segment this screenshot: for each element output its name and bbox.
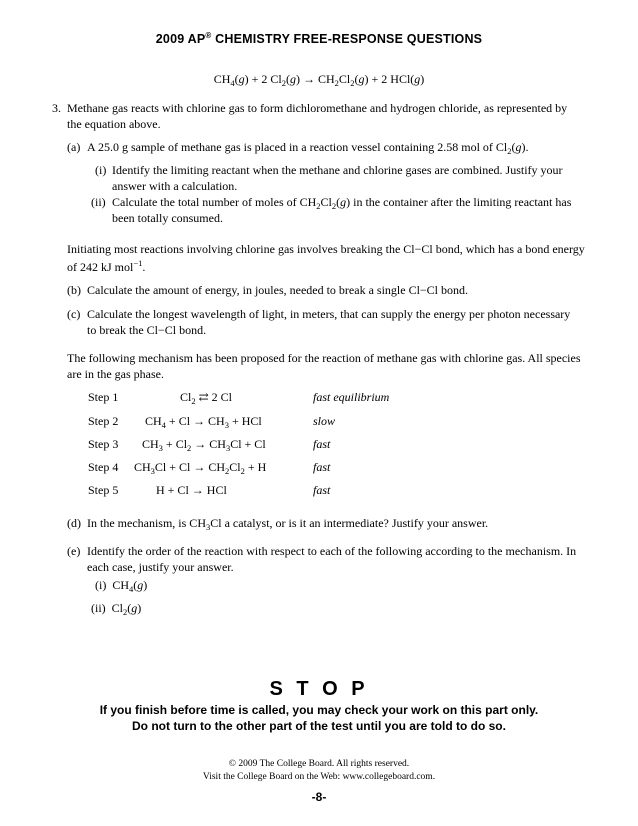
part-e-ii: (ii) $Cl_2(g)$	[91, 601, 142, 617]
step-rate: fast	[313, 460, 331, 474]
part-d-text: In the mechanism, is $CH_3Cl$ a catalyst, or is it an intermediate? Justify your answer.	[87, 516, 489, 532]
page-header	[0, 31, 638, 46]
mechanism-step-3	[0, 437, 638, 453]
part-e-i: (i) $CH_4(g)$	[95, 578, 148, 594]
stop-message	[0, 702, 638, 734]
question-3	[52, 100, 572, 132]
initiating-paragraph: Initiating most reactions involving chlorine gas involves breaking the Cl−Cl bond, which has a bond energy of 242 kJ mol$^{-1}$.	[67, 242, 585, 274]
part-a-ii	[91, 194, 586, 226]
header-title-post: CHEMISTRY FREE-RESPONSE QUESTIONS	[211, 32, 483, 47]
stop-line-2: Do not turn to the other part of the test until you are told to do so.	[132, 719, 506, 733]
part-a-i-text: Identify the limiting reactant when the methane and chlorine gases are combined. Justify your answer with a calculation.	[112, 163, 563, 193]
step-label: Step 5	[88, 483, 119, 497]
part-a-i-label: (i)	[95, 163, 107, 177]
part-e-label: (e)	[67, 544, 81, 558]
header-title-pre: 2009 AP	[155, 32, 206, 47]
mechanism-intro: The following mechanism has been proposed for the reaction of methane gas with chlorine gas. All species are in the gas phase.	[67, 351, 581, 381]
step-label: Step 3	[88, 437, 119, 451]
part-b	[67, 282, 582, 298]
part-c	[67, 306, 582, 338]
step-rate: fast	[313, 437, 331, 451]
step-reaction: H + Cl → HCl	[156, 483, 227, 497]
step-label: Step 2	[88, 414, 119, 428]
part-d-label: (d)	[67, 516, 81, 530]
part-e-ii-label: (ii)	[91, 601, 106, 615]
stop-heading: S T O P	[269, 678, 369, 700]
step-rate: slow	[313, 414, 336, 428]
question-number: 3.	[52, 101, 61, 115]
mechanism-step-5	[0, 483, 638, 499]
part-d	[67, 515, 582, 531]
step-label: Step 1	[88, 390, 119, 404]
part-a-text: A 25.0 g sample of methane gas is placed in a reaction vessel containing 2.58 mol of $Cl_2(g)$.	[87, 140, 529, 156]
step-reaction: $CH_4 + Cl \to CH_3$ + HCl	[145, 414, 262, 430]
website-line: Visit the College Board on the Web: www.collegeboard.com.	[202, 772, 436, 782]
part-b-label: (b)	[67, 283, 81, 297]
step-rate: fast equilibrium	[313, 390, 390, 404]
part-e-i-label: (i)	[95, 578, 107, 592]
mechanism-step-4	[0, 460, 638, 476]
step-label: Step 4	[88, 460, 119, 474]
page-number: -8-	[311, 790, 327, 804]
part-e-text: Identify the order of the reaction with respect to each of the following according to the mechanism. In each case, justify your answer.	[87, 544, 577, 574]
part-e	[67, 543, 582, 575]
mechanism-step-2	[0, 414, 638, 430]
part-a-i	[95, 162, 585, 194]
page-footer	[0, 758, 638, 784]
stop-line-1: If you finish before time is called, you may check your work on this part only.	[99, 703, 539, 717]
registered-mark: ®	[205, 31, 212, 40]
part-a-label: (a)	[67, 140, 81, 154]
main-equation: $CH_4(g) + 2$ $Cl_2(g) \to CH_2Cl_2(g) + 2$ HCl(g)	[213, 72, 425, 88]
part-a-ii-text: Calculate the total number of moles of $CH_2Cl_2(g)$ in the container after the limiting reactant has been totally consumed.	[112, 195, 572, 225]
mechanism-step-1	[0, 390, 638, 406]
part-c-text: Calculate the longest wavelength of light, in meters, that can supply the energy per photon necessary to break the Cl−Cl bond.	[87, 307, 571, 337]
part-a	[67, 139, 577, 155]
copyright-line: © 2009 The College Board. All rights reserved.	[228, 759, 410, 769]
part-a-ii-label: (ii)	[91, 195, 106, 209]
part-b-text: Calculate the amount of energy, in joules, needed to break a single Cl−Cl bond.	[87, 283, 469, 297]
step-reaction: $Cl_2$ ⇄ 2 Cl	[180, 390, 232, 406]
part-c-label: (c)	[67, 307, 81, 321]
step-reaction: $CH_3Cl + Cl \to CH_2Cl_2 + H$	[134, 460, 267, 476]
step-rate: fast	[313, 483, 331, 497]
step-reaction: $CH_3 + Cl_2 \to CH_3Cl + Cl$	[142, 437, 266, 453]
question-3-text: Methane gas reacts with chlorine gas to form dichloromethane and hydrogen chloride, as represented by the equation above.	[67, 101, 568, 131]
